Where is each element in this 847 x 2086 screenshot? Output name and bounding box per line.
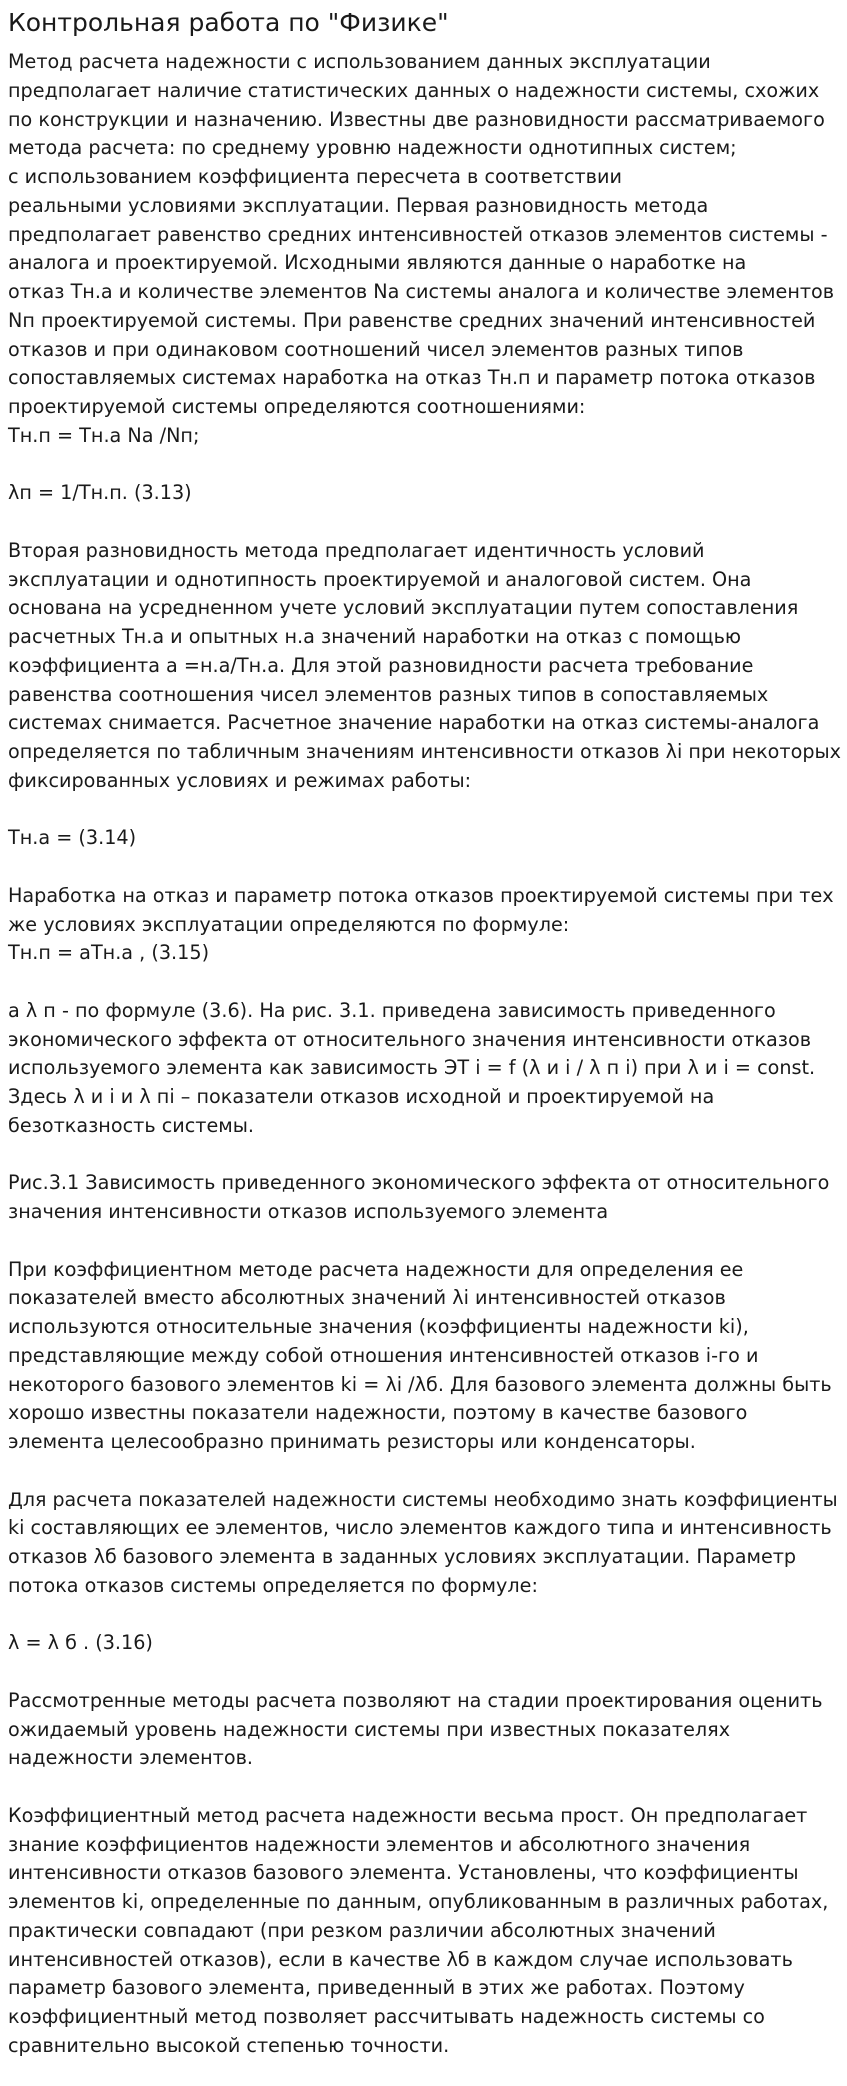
text-line: определяется по табличным значениям интенсивности отказов λi при некоторых [8,740,842,763]
text-line: ожидаемый уровень надежности системы при известных показателях [8,1717,731,1741]
document-title: Контрольная работа по "Физике" [8,8,449,37]
text-line: Вторая разновидность метода предполагает идентичность условий [8,538,705,562]
text-line: Nп проектируемой системы. При равенстве средних значений интенсивностей [8,308,816,332]
text-line: экономического эффекта от относительного значения интенсивности отказов [8,1027,812,1051]
text-line: Наработка на отказ и параметр потока отказов проектируемой системы при тех [8,883,834,907]
text-line: Рис.3.1 Зависимость приведенного экономического эффекта от относительного [8,1171,830,1195]
text-line: метода расчета: по среднему уровню надежности однотипных систем; [8,136,737,160]
text-line: же условиях эксплуатации определяются по формуле: [8,912,570,936]
text-line: коэффициентный метод позволяет рассчитывать надежность системы со [8,2005,765,2028]
text-line: надежности элементов. [8,1746,253,1770]
text-line: по конструкции и назначению. Известны две разновидности рассматриваемого [8,107,825,131]
text-line: отказ Тн.а и количестве элементов Nа системы аналога и количестве элементов [8,280,835,303]
text-line: аналога и проектируемой. Исходными являются данные о наработке на [8,251,747,275]
text-line: безотказность системы. [8,1113,254,1137]
text-line: практически совпадают (при резком различии абсолютных значений [8,1918,716,1942]
blank-line [8,796,841,825]
blank-line [8,1457,841,1486]
text-line: Рассмотренные методы расчета позволяют на стадии проектирования оценить [8,1688,823,1712]
text-line: значения интенсивности отказов используемого элемента [8,1200,609,1223]
blank-line [8,1227,841,1256]
text-line: параметр базового элемента, приведенный в этих же работах. Поэтому [8,1976,745,2000]
text-line: эксплуатации и однотипность проектируемой и аналоговой систем. Она [8,567,752,591]
text-line: предполагает равенство средних интенсивностей отказов элементов системы - [8,222,828,246]
text-line: с использованием коэффициента пересчета в соответствии [8,165,622,188]
text-line: Тн.п = аТн.а , (3.15) [8,941,210,965]
text-line: λп = 1/Тн.п. (3.13) [8,481,192,505]
text-line: Для расчета показателей надежности системы необходимо знать коэффициенты [8,1488,838,1511]
blank-line [8,1141,841,1170]
text-line: равенства соотношения чисел элементов разных типов в сопоставляемых [8,682,769,706]
document-body [8,48,841,2061]
text-line: λ = λ б . (3.16) [8,1631,153,1655]
blank-line [8,853,841,882]
text-line: показателей вместо абсолютных значений λi интенсивностей отказов [8,1286,726,1310]
text-line: При коэффициентном методе расчета надежности для определения ее [8,1257,744,1281]
text-line: проектируемой системы определяются соотношениями: [8,395,586,418]
blank-line [8,1601,841,1630]
text-line: хорошо известны показатели надежности, поэтому в качестве базового [8,1401,748,1425]
text-line: сравнительно высокой степенью точности. [8,2033,450,2057]
text-line: элемента целесообразно принимать резисторы или конденсаторы. [8,1430,696,1453]
blank-line [8,1658,841,1687]
text-line: системах снимается. Расчетное значение наработки на отказ системы-аналога [8,711,820,735]
text-line: используемого элемента как зависимость ЭТ i = f (λ и i / λ п i) при λ и i = const. [8,1056,816,1080]
text-line: Метод расчета надежности с использованием данных эксплуатации [8,50,711,73]
text-line: интенсивностей отказов), если в качестве λб в каждом случае использовать [8,1947,793,1971]
text-line: основана на усредненном учете условий эксплуатации путем сопоставления [8,596,799,620]
text-line: интенсивности отказов базового элемента. Установлены, что коэффициенты [8,1861,799,1885]
text-line: некоторого базового элементов ki = λi /λб. Для базового элемента должны быть [8,1372,832,1396]
text-line: представляющие между собой отношения интенсивностей отказов i-го и [8,1343,759,1367]
text-line: расчетных Тн.а и опытных н.а значений наработки на отказ с помощью [8,625,742,648]
text-line: реальными условиями эксплуатации. Первая разновидность метода [8,193,709,217]
text-line: используются относительные значения (коэффициенты надежности ki), [8,1315,749,1338]
text-line: фиксированных условиях и режимах работы: [8,768,472,792]
text-line: Здесь λ и i и λ пi – показатели отказов исходной и проектируемой на [8,1085,715,1108]
text-line: Тн.п = Тн.а Nа /Nп; [8,423,200,447]
blank-line [8,451,841,480]
text-line: а λ п - по формуле (3.6). На рис. 3.1. приведена зависимость приведенного [8,998,776,1022]
blank-line [8,968,841,997]
text-line: отказов λб базового элемента в заданных условиях эксплуатации. Параметр [8,1545,797,1568]
text-line: элементов ki, определенные по данным, опубликованным в различных работах, [8,1890,829,1913]
blank-line [8,508,841,537]
text-line: Коэффициентный метод расчета надежности весьма прост. Он предполагает [8,1803,808,1827]
text-line: потока отказов системы определяется по формуле: [8,1573,538,1597]
text-line: ki составляющих ее элементов, число элементов каждого типа и интенсивность [8,1516,832,1540]
text-line: отказов и при одинаковом соотношений чисел элементов разных типов [8,337,744,361]
text-line: сопоставляемых системах наработка на отказ Тн.п и параметр потока отказов [8,366,816,390]
text-line: знание коэффициентов надежности элементов и абсолютного значения [8,1832,751,1856]
text-line: коэффициента а =н.а/Тн.а. Для этой разновидности расчета требование [8,653,754,677]
text-line: предполагает наличие статистических данных о надежности системы, схожих [8,78,820,102]
blank-line [8,1773,841,1802]
text-line: Тн.а = (3.14) [8,826,137,850]
